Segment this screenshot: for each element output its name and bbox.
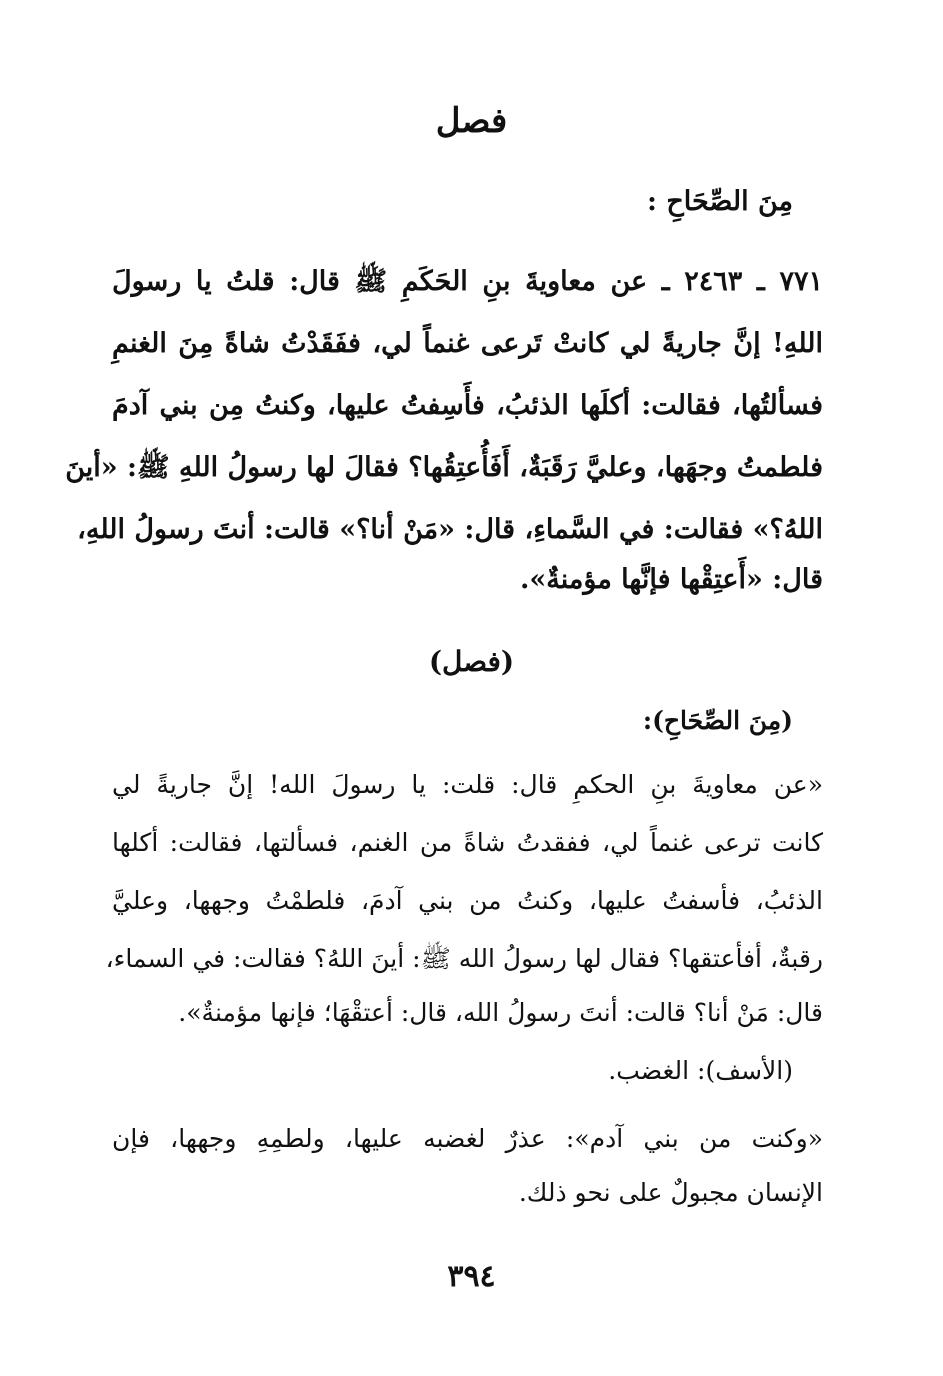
gloss-line: الإنسان مجبولٌ على نحو ذلك. <box>518 1178 823 1207</box>
hadith-line: فسألتُها، فقالت: أكلَها الذئبُ، فأَسِفتُ عليها، وكنتُ مِن بني آدمَ <box>112 390 823 421</box>
commentary-source-heading: (مِنَ الصِّحَاحِ): <box>642 706 793 735</box>
commentary-line: الذئبُ، فأسفتُ عليها، وكنتُ من بني آدمَ، فلطمْتُ وجهها، وعليَّ <box>112 886 823 915</box>
commentary-line: «عن معاويةَ بنِ الحكمِ قال: قلت: يا رسولَ الله! إنَّ جاريةً لي <box>112 770 823 799</box>
commentary-line: كانت ترعى غنماً لي، ففقدتُ شاةً من الغنم، فسألتها، فقالت: أكلها <box>112 828 823 857</box>
commentary-title: (فصل) <box>428 645 515 678</box>
commentary-line: قال: مَنْ أنا؟ قالت: أنتَ رسولُ الله، قال: أعتقْهَا؛ فإنها مؤمنةٌ». <box>178 998 823 1027</box>
hadith-line: اللهِ! إنَّ جاريةً لي كانتْ تَرعى غنماً لي، ففَقَدْتُ شاةً مِنَ الغنمِ <box>112 328 823 359</box>
hadith-line: قال: «أَعتِقْها فإنَّها مؤمنةٌ». <box>520 564 823 595</box>
gloss-note: (الأسف): الغضب. <box>608 1056 793 1085</box>
hadith-line: فلطمتُ وجهَها، وعليَّ رَقَبَةٌ، أَفَأُعتِقُها؟ فقالَ لها رسولُ اللهِ ﷺ: «أينَ <box>65 452 823 483</box>
source-heading: مِنَ الصِّحَاحِ : <box>646 186 793 217</box>
hadith-line: ٧٧١ ـ ٢٤٦٣ ـ عن معاويةَ بنِ الحَكَمِ ﷺ قال: قلتُ يا رسولَ <box>112 266 823 297</box>
page-number: ٣٩٤ <box>447 1259 496 1294</box>
section-title: فصل <box>435 101 508 141</box>
gloss-line: «وكنت من بني آدم»: عذرٌ لغضبه عليها، ولطمِهِ وجهها، فإن <box>112 1124 823 1153</box>
commentary-line: رقبةٌ، أفأعتقها؟ فقال لها رسولُ الله ﷺ: أينَ اللهُ؟ فقالت: في السماء، <box>105 944 823 973</box>
hadith-line: اللهُ؟» فقالت: في السَّماءِ، قال: «مَنْ أنا؟» قالت: أنتَ رسولُ اللهِ، <box>77 514 823 545</box>
